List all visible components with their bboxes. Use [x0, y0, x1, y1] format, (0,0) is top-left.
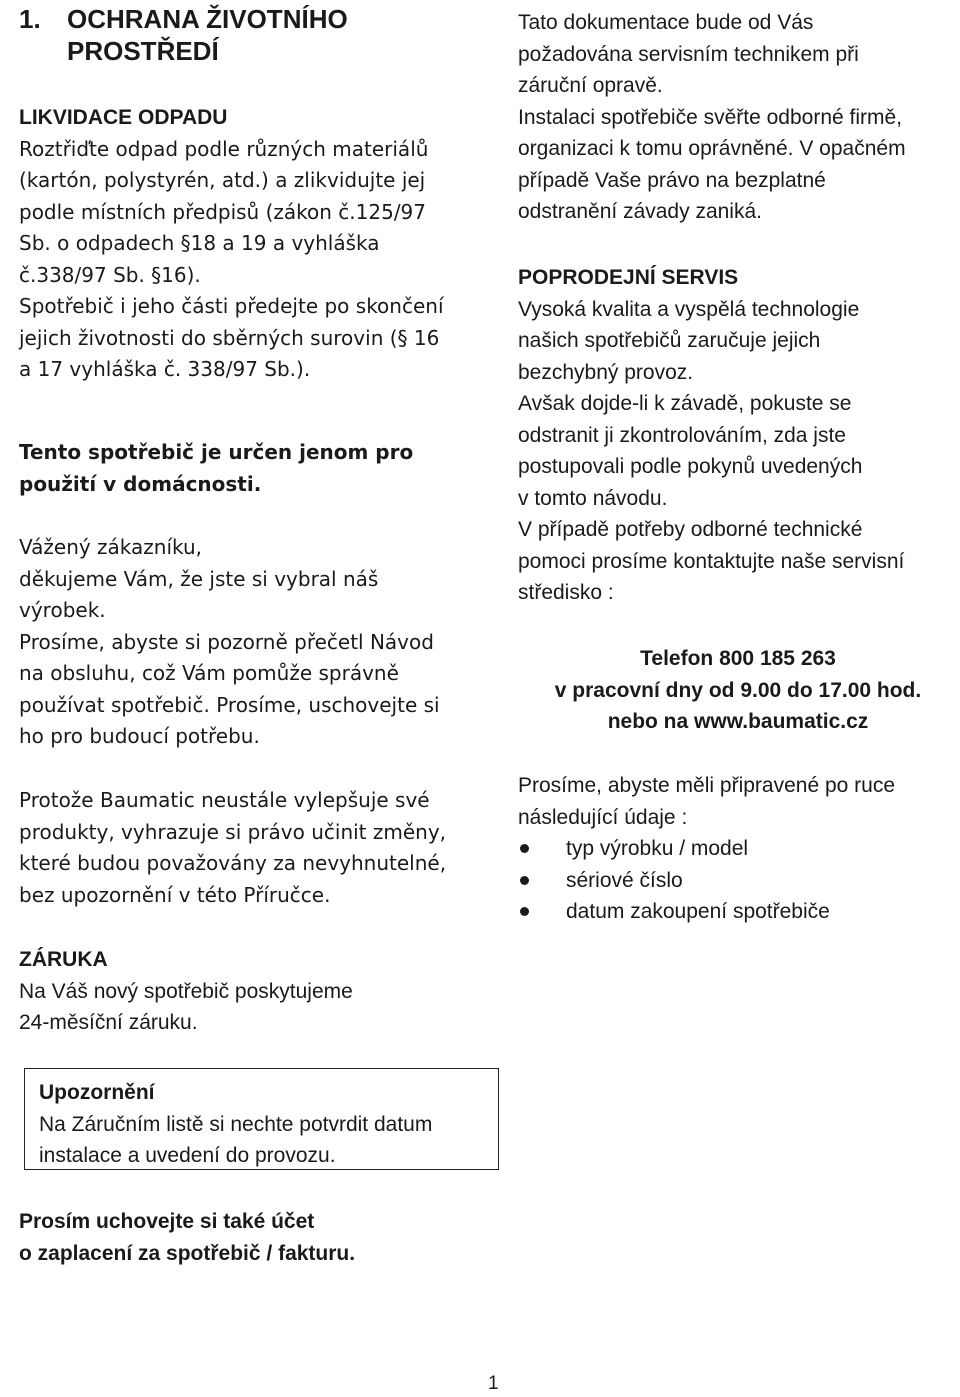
section-title: OCHRANA ŽIVOTNÍHO PROSTŘEDÍ [67, 4, 348, 66]
service-text: Vysoká kvalita a vyspělá technologie našich spotřebičů zaručuje jejich bezchybný provoz. Avšak dojde-li k závadě, pokuste se odstranit ji zkontrolováním, zda jste postupovali podle pokynů uvedených v tomto návodu. V případě potřeby odborné technické pomoci prosíme kontaktujte naše servisní středisko : [518, 297, 905, 604]
customer-greeting: Vážený zákazníku, děkujeme Vám, že jste si vybral náš výrobek. Prosíme, abyste si pozorně přečetl Návod na obsluhu, což Vám pomůže správně používat spotřebič. Prosíme, uschovejte si ho pro budoucí potřebu. [19, 535, 440, 748]
warranty-title: ZÁRUKA [19, 948, 108, 971]
receipt-note: Prosím uchovejte si také účet o zaplacení za spotřebič / fakturu. [19, 1210, 356, 1265]
section-number: 1. [19, 4, 41, 34]
service-contact [518, 643, 958, 738]
service-title: POPRODEJNÍ SERVIS [518, 266, 739, 289]
page-number: 1 [488, 1373, 499, 1394]
list-item: datum zakoupení spotřebiče [518, 896, 958, 928]
bullet-icon [520, 907, 529, 916]
waste-disposal-text: Roztřiďte odpad podle různých materiálů (kartón, polystyrén, atd.) a zlikvidujte jej podle místních předpisů (zákon č.125/97 Sb. o odpadech §18 a 19 a vyhláška č.338/97 Sb. §16). Spotřebič i jeho části předejte po skončení jejich životnosti do sběrných surovin (§ 16 a 17 vyhláška č. 338/97 Sb.). [19, 136, 444, 381]
documentation-note: Tato dokumentace bude od Vás požadována servisním technikem při záruční opravě. Instalaci spotřebiče svěřte odborné firmě, organizaci k tomu oprávněné. V opačném případě Vaše právo na bezplatné odstranění závady zaniká. [518, 11, 906, 223]
required-info-list [518, 833, 958, 928]
warranty-notice-box [24, 1068, 499, 1170]
required-info-section [518, 770, 958, 928]
bullet-icon [520, 844, 529, 853]
waste-disposal-section [19, 102, 489, 386]
required-info-intro: Prosíme, abyste měli připravené po ruce následující údaje : [518, 774, 896, 829]
section-heading [19, 3, 489, 67]
notice-text: Na Záručním listě si nechte potvrdit datum instalace a uvedení do provozu. [39, 1112, 433, 1167]
waste-disposal-title: LIKVIDACE ODPADU [19, 106, 228, 129]
product-changes-note: Protože Baumatic neustále vylepšuje své produkty, vyhrazuje si právo učinit změny, které budou považovány za nevyhnutelné, bez upozornění v této Příručce. [19, 788, 447, 907]
service-phone: Telefon 800 185 263 [640, 647, 836, 670]
household-use-note: Tento spotřebič je určen jenom pro použití v domácnosti. [19, 440, 414, 496]
bullet-icon [520, 876, 529, 885]
notice-title: Upozornění [39, 1081, 155, 1104]
warranty-section [19, 944, 489, 1039]
list-item: typ výrobku / model [518, 833, 958, 865]
after-sales-service-section [518, 262, 958, 609]
list-item: sériové číslo [518, 865, 958, 897]
service-hours: v pracovní dny od 9.00 do 17.00 hod. [554, 678, 922, 702]
warranty-text: Na Váš nový spotřebič poskytujeme 24-měsíční záruku. [19, 979, 353, 1034]
service-website: nebo na www.baumatic.cz [607, 710, 869, 733]
